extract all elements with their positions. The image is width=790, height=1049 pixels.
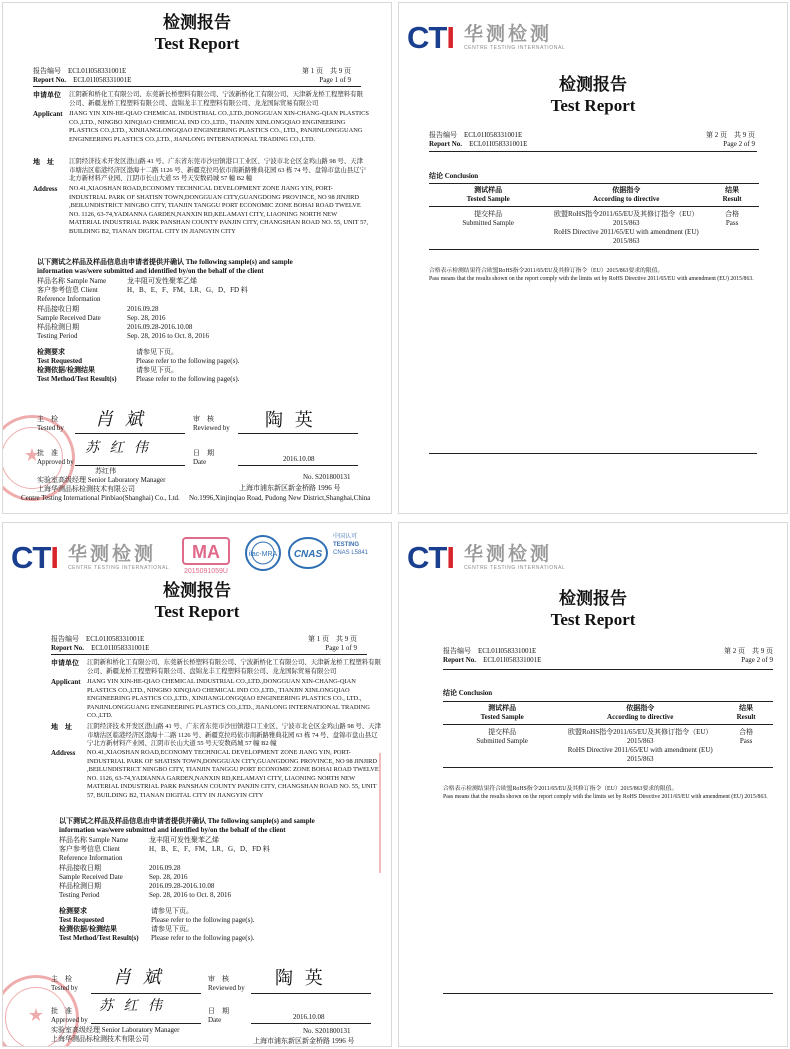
applicant-value-en: JIANG YIN XIN-HE-QIAO CHEMICAL INDUSTRIAL CO.,LTD.,DONGGUAN XIN-CHANG-QIAN PLASTICS CO.,LTD., NINGBO XINQIAO CHEMICAL IND CO.,LTD., TIANJIN XINLONGQIAO ENGINEERING PLASTICS CO.,LTD., XINJIANGLONGQIAO ENGINEERING PLASTICS CO., LTD., PANJINLONGGUANG ENGINEERING PLASTICS CO.,LTD., JIANLONG INTERNATIONAL TRADING CO.,LTD. bbox=[69, 110, 369, 143]
reviewed-label-zh: 审 核 bbox=[193, 415, 214, 423]
applicant-label-zh: 申请单位 bbox=[33, 91, 61, 99]
client-ref-label-en: Reference Information bbox=[59, 854, 123, 862]
approved-label-zh: 批 准 bbox=[37, 449, 58, 457]
conclusion-heading: 结论 Conclusion bbox=[429, 172, 479, 180]
report-title bbox=[399, 589, 787, 631]
reviewed-signature: 陶 英 bbox=[265, 410, 316, 431]
title-zh: 检测报告 bbox=[559, 589, 627, 609]
cti-wordmark: CTI bbox=[11, 540, 58, 575]
approver-title: 实验室高级经理 Senior Laboratory Manager bbox=[51, 1026, 180, 1034]
applicant-value-en: JIANG YIN XIN-HE-QIAO CHEMICAL INDUSTRIAL CO.,LTD.,DONGGUAN XIN-CHANG-QIAN PLASTICS CO.,LTD., NINGBO XINQIAO CHEMICAL IND CO.,LTD., TIANJIN XINLONGQIAO ENGINEERING PLASTICS CO.,LTD., XINJIANGLONGQIAO ENGINEERING PLASTICS CO., LTD., PANJINLONGGUANG ENGINEERING PLASTICS CO.,LTD., JIANLONG INTERNATIONAL TRADING CO.,LTD. bbox=[87, 678, 370, 720]
logo-zh: 华测检测 bbox=[463, 543, 552, 565]
date-label-en: Date bbox=[208, 1016, 222, 1024]
report-page-2-copy bbox=[398, 522, 788, 1047]
divider bbox=[51, 654, 367, 655]
title-zh: 检测报告 bbox=[559, 75, 627, 95]
sample-name-value: 龙丰阻可发性聚苯乙烯 bbox=[149, 836, 219, 844]
received-label-zh: 样品接收日期 bbox=[59, 864, 101, 872]
sample-name-value: 龙丰阻可发性聚苯乙烯 bbox=[127, 277, 197, 285]
col-result: 结果 Result bbox=[705, 184, 759, 207]
report-no-en: Report No. ECL01I058331001E bbox=[51, 644, 150, 652]
confirm-statement-zh: 以下测试之样品及样品信息由申请者提供并确认 The following sample(s) and sample bbox=[37, 258, 293, 266]
received-value-en: Sep. 28, 2016 bbox=[127, 314, 166, 322]
received-value-zh: 2016.09.28 bbox=[127, 305, 159, 313]
cnas-logo bbox=[287, 533, 329, 578]
received-value-zh: 2016.09.28 bbox=[149, 864, 181, 872]
client-ref-label: 客户参考信息 Client bbox=[59, 845, 120, 853]
report-no-en: Report No. ECL01I058331001E bbox=[33, 76, 132, 84]
applicant-label-en: Applicant bbox=[33, 110, 63, 118]
tested-line bbox=[91, 993, 201, 994]
cti-logo bbox=[407, 541, 565, 577]
confirm-statement-en: information was/were submitted and identified by/on the behalf of the client bbox=[59, 826, 286, 834]
cnas-testing-badge: 中国认可 TESTING CNAS L5841 bbox=[333, 533, 369, 556]
method-value-en: Please refer to the following page(s). bbox=[136, 375, 240, 383]
ilac-logo bbox=[243, 533, 283, 578]
report-no-en: Report No. ECL01I058331001E bbox=[429, 140, 528, 148]
approved-label-en: Approved by bbox=[51, 1016, 88, 1024]
reviewed-label-zh: 审 核 bbox=[208, 975, 229, 983]
method-label-zh: 检测依据/检测结果 bbox=[59, 925, 117, 933]
page-seal-edge bbox=[379, 753, 391, 873]
reviewed-line bbox=[238, 433, 358, 434]
tested-label-en: Tested by bbox=[37, 424, 64, 432]
cert-no: No. S201800131 bbox=[303, 1027, 351, 1035]
report-no-zh: 报告编号 ECL01I058331001E bbox=[443, 647, 537, 655]
lab-address-zh: 上海市浦东新区新金桥路 1996 号 bbox=[253, 1037, 355, 1045]
logo-en: CENTRE TESTING INTERNATIONAL bbox=[463, 45, 566, 51]
page-indicator-en: Page 2 of 9 bbox=[723, 140, 755, 148]
svg-text:2015091059U: 2015091059U bbox=[184, 568, 228, 575]
conclusion-table bbox=[429, 183, 759, 250]
sample-name-label: 样品名称 Sample Name bbox=[37, 277, 107, 285]
logo-en: CENTRE TESTING INTERNATIONAL bbox=[463, 565, 566, 571]
testing-label-zh: 样品检测日期 bbox=[59, 882, 101, 890]
pass-note-zh: 合格表示检测结果符合欧盟RoHS指令2011/65/EU及其修订指令（EU）2015/863要求的限值。 bbox=[443, 786, 678, 792]
address-value-zh: 江阴经济技术开发区澄山路 41 号、广东省东莞市沙田镇港口工业区、宁波市北仑区金鸡山路 98 号、天津市塘沽区临港经济区渤海十二路 1126 号、新疆克拉玛依市南新路雅典花园 63 栋 74 号、盘锦市盘山县辽宁北方新材料产业园、江阴市长山大道 55 号天安数码城 57 幢 B2 幢 bbox=[87, 723, 381, 748]
pass-note-en: Pass means that the results shown on the report comply with the limits set by RoHS Directive 2011/65/EU with amendment (EU) 2015/863. bbox=[429, 276, 754, 282]
test-req-value-en: Please refer to the following page(s). bbox=[151, 916, 255, 924]
date-label-en: Date bbox=[193, 458, 207, 466]
cell-result: 合格 Pass bbox=[705, 207, 759, 250]
client-ref-value: H、B、E、F、FM、LR、G、D、FD 料 bbox=[149, 845, 270, 853]
address-label-en: Address bbox=[51, 749, 76, 757]
lab-address-en: No.1996,Xinjinqiao Road, Pudong New District,Shanghai,China bbox=[189, 494, 371, 502]
col-tested-sample: 测试样品 Tested Sample bbox=[429, 184, 547, 207]
test-req-label-zh: 检测要求 bbox=[59, 907, 87, 915]
title-en: Test Report bbox=[154, 602, 240, 621]
applicant-label-en: Applicant bbox=[51, 678, 81, 686]
report-page-1-with-certs bbox=[2, 522, 392, 1047]
received-label-en: Sample Received Date bbox=[59, 873, 123, 881]
test-req-value-zh: 请参见下页。 bbox=[136, 348, 178, 356]
col-tested-sample: 测试样品 Tested Sample bbox=[443, 702, 561, 725]
logo-zh: 华测检测 bbox=[67, 543, 156, 565]
confirm-statement-en: information was/were submitted and identified by/on the behalf of the client bbox=[37, 267, 264, 275]
logo-en: CENTRE TESTING INTERNATIONAL bbox=[67, 565, 170, 571]
method-label-zh: 检测依据/检测结果 bbox=[37, 366, 95, 374]
date-value: 2016.10.08 bbox=[283, 455, 315, 463]
approved-signature: 苏 红 伟 bbox=[85, 440, 151, 456]
address-label-en: Address bbox=[33, 185, 58, 193]
test-req-label-en: Test Requested bbox=[37, 357, 83, 365]
report-title bbox=[399, 75, 787, 117]
company-zh: 上海华测品标检测技术有限公司 bbox=[37, 485, 135, 493]
received-label-zh: 样品接收日期 bbox=[37, 305, 79, 313]
date-label-zh: 日 期 bbox=[193, 449, 214, 457]
divider bbox=[429, 151, 757, 152]
reviewed-signature: 陶 英 bbox=[275, 968, 326, 989]
divider bbox=[443, 669, 773, 670]
applicant-value-zh: 江阴新和桥化工有限公司、东莞新长桥塑料有限公司、宁波新桥化工有限公司、天津新龙桥工程塑料有限公司、新疆龙桥工程塑料有限公司、盘锦龙丰工程塑料有限公司、龙龙国际贸易有限公司 bbox=[87, 659, 381, 675]
official-seal: ★ bbox=[2, 415, 75, 501]
confirm-statement-zh: 以下测试之样品及样品信息由申请者提供并确认 The following sample(s) and sample bbox=[59, 817, 315, 825]
testing-label-en: Testing Period bbox=[37, 332, 78, 340]
reviewed-label-en: Reviewed by bbox=[193, 424, 230, 432]
svg-text:MA: MA bbox=[192, 542, 220, 562]
report-title bbox=[3, 581, 391, 623]
testing-value-en: Sep. 28, 2016 to Oct. 8, 2016 bbox=[127, 332, 210, 340]
cma-logo bbox=[181, 535, 231, 580]
cell-directive: 欧盟RoHS指令2011/65/EU及其修订指令（EU）2015/863 RoHS Directive 2011/65/EU with amendment (EU) 2015/863 bbox=[547, 207, 705, 250]
cti-wordmark: CTI bbox=[407, 540, 454, 575]
report-no-zh: 报告编号 ECL01I058331001E bbox=[51, 635, 145, 643]
company-en: Centre Testing International Pinbiao(Shanghai) Co., Ltd. bbox=[21, 494, 180, 502]
tested-label-en: Tested by bbox=[51, 984, 78, 992]
pass-note-zh: 合格表示检测结果符合欧盟RoHS指令2011/65/EU及其修订指令（EU）2015/863要求的限值。 bbox=[429, 268, 664, 274]
test-req-label-zh: 检测要求 bbox=[37, 348, 65, 356]
divider bbox=[443, 993, 773, 994]
sample-name-label: 样品名称 Sample Name bbox=[59, 836, 129, 844]
page-indicator-en: Page 2 of 9 bbox=[741, 656, 773, 664]
col-result: 结果 Result bbox=[719, 702, 773, 725]
page-indicator-zh: 第 1 页 共 9 页 bbox=[302, 67, 351, 75]
report-no-zh: 报告编号 ECL01I058331001E bbox=[429, 131, 523, 139]
lab-address-zh: 上海市浦东新区新金桥路 1996 号 bbox=[239, 484, 341, 492]
reviewed-line bbox=[251, 993, 371, 994]
report-title bbox=[3, 13, 391, 55]
received-label-en: Sample Received Date bbox=[37, 314, 101, 322]
client-ref-label-en: Reference Information bbox=[37, 295, 101, 303]
test-req-value-zh: 请参见下页。 bbox=[151, 907, 193, 915]
pass-note-en: Pass means that the results shown on the report comply with the limits set by RoHS Directive 2011/65/EU with amendment (EU) 2015/863. bbox=[443, 794, 768, 800]
report-page-1 bbox=[2, 2, 392, 514]
testing-value-zh: 2016.09.28-2016.10.08 bbox=[149, 882, 215, 890]
page-indicator-zh: 第 2 页 共 9 页 bbox=[724, 647, 773, 655]
page-indicator-zh: 第 1 页 共 9 页 bbox=[308, 635, 357, 643]
address-label-zh: 地 址 bbox=[33, 158, 54, 166]
client-ref-value: H、B、E、F、FM、LR、G、D、FD 料 bbox=[127, 286, 248, 294]
testing-value-en: Sep. 28, 2016 to Oct. 8, 2016 bbox=[149, 891, 232, 899]
received-value-en: Sep. 28, 2016 bbox=[149, 873, 188, 881]
date-value: 2016.10.08 bbox=[293, 1013, 325, 1021]
test-req-value-en: Please refer to the following page(s). bbox=[136, 357, 240, 365]
date-line bbox=[251, 1023, 371, 1024]
cell-sample: 提交样品 Submitted Sample bbox=[443, 725, 561, 768]
approved-line bbox=[75, 465, 185, 466]
page-indicator-en: Page 1 of 9 bbox=[319, 76, 351, 84]
tested-signature: 肖 斌 bbox=[95, 409, 146, 430]
col-directive: 依据指令 According to directive bbox=[561, 702, 719, 725]
report-page-2 bbox=[398, 2, 788, 514]
company-zh: 上海华测品标检测技术有限公司 bbox=[51, 1035, 149, 1043]
approver-name: 苏红伟 bbox=[95, 467, 116, 475]
testing-value-zh: 2016.09.28-2016.10.08 bbox=[127, 323, 193, 331]
method-value-zh: 请参见下页。 bbox=[136, 366, 178, 374]
official-seal: ★ bbox=[2, 975, 79, 1047]
method-label-en: Test Method/Test Result(s) bbox=[59, 934, 139, 942]
divider bbox=[33, 86, 361, 87]
cell-sample: 提交样品 Submitted Sample bbox=[429, 207, 547, 250]
date-line bbox=[238, 465, 358, 466]
client-ref-label: 客户参考信息 Client bbox=[37, 286, 98, 294]
method-value-en: Please refer to the following page(s). bbox=[151, 934, 255, 942]
logo-zh: 华测检测 bbox=[463, 23, 552, 45]
approved-label-en: Approved by bbox=[37, 458, 74, 466]
address-value-en: NO.41,XIAOSHAN ROAD,ECONOMY TECHNICAL DEVELOPMENT ZONE JIANG YIN, PORT-INDUSTRIAL PARK OF SHATISN TOWN,DONGGUAN CITY,GUANGDONG PROVINCE, NO 98 JINJIRD ,BEILUNDISTRICT NINGBO CITY, TIANJIN TANGGU PORT ECONOMIC ZONE BOHAI ROAD TWELVE NO. 1126, 63-74,YADIANNA GARDEN,NANXIN RD,KELAMAYI CITY, LIAONING NORTH NEW MATERIAL INDUSTRIAL PARK PANSHAN COUNTY PANJIN CITY, CHANGSHAN ROAD NO. 55, UNIT 57, BUILDING B2, TIANAN DIGITAL CITY IN JIANGYIN CITY bbox=[69, 185, 369, 235]
address-label-zh: 地 址 bbox=[51, 723, 72, 731]
address-value-en: NO.41,XIAOSHAN ROAD,ECONOMY TECHNICAL DEVELOPMENT ZONE JIANG YIN, PORT-INDUSTRIAL PARK OF SHATISN TOWN,DONGGUAN CITY,GUANGDONG PROVINCE, NO 98 JINJIRD ,BEILUNDISTRICT NINGBO CITY, TIANJIN TANGGU PORT ECONOMIC ZONE BOHAI ROAD TWELVE NO. 1126, 63-74,YADIANNA GARDEN,NANXIN RD,KELAMAYI CITY, LIAONING NORTH NEW MATERIAL INDUSTRIAL PARK PANSHAN COUNTY PANJIN CITY, CHANGSHAN ROAD NO. 55, UNIT 57, BUILDING B2, TIANAN DIGITAL CITY IN JIANGYIN CITY bbox=[87, 749, 379, 799]
table-row bbox=[429, 207, 759, 250]
conclusion-table bbox=[443, 701, 773, 768]
test-req-label-en: Test Requested bbox=[59, 916, 105, 924]
title-en: Test Report bbox=[154, 34, 240, 53]
tested-label-zh: 主 检 bbox=[37, 415, 58, 423]
tested-line bbox=[75, 433, 185, 434]
cti-logo bbox=[407, 21, 565, 57]
tested-label-zh: 主 检 bbox=[51, 975, 72, 983]
method-label-en: Test Method/Test Result(s) bbox=[37, 375, 117, 383]
page-indicator-en: Page 1 of 9 bbox=[325, 644, 357, 652]
svg-text:CNAS: CNAS bbox=[293, 549, 323, 560]
title-zh: 检测报告 bbox=[163, 13, 231, 33]
report-no-en: Report No. ECL01I058331001E bbox=[443, 656, 542, 664]
approver-title: 实验室高级经理 Senior Laboratory Manager bbox=[37, 476, 166, 484]
applicant-label-zh: 申请单位 bbox=[51, 659, 79, 667]
approved-line bbox=[91, 1023, 201, 1024]
approved-signature: 苏 红 伟 bbox=[99, 998, 165, 1014]
date-label-zh: 日 期 bbox=[208, 1007, 229, 1015]
applicant-value-zh: 江阴新和桥化工有限公司、东莞新长桥塑料有限公司、宁波新桥化工有限公司、天津新龙桥工程塑料有限公司、新疆龙桥工程塑料有限公司、盘锦龙丰工程塑料有限公司、龙龙国际贸易有限公司 bbox=[69, 91, 363, 107]
svg-text:ilac-MRA: ilac-MRA bbox=[248, 551, 278, 558]
testing-label-en: Testing Period bbox=[59, 891, 100, 899]
cti-wordmark: CTI bbox=[407, 20, 454, 55]
cell-result: 合格 Pass bbox=[719, 725, 773, 768]
report-no-zh: 报告编号 ECL01I058331001E bbox=[33, 67, 127, 75]
reviewed-label-en: Reviewed by bbox=[208, 984, 245, 992]
title-zh: 检测报告 bbox=[163, 581, 231, 601]
address-value-zh: 江阴经济技术开发区澄山路 41 号、广东省东莞市沙田镇港口工业区、宁波市北仑区金鸡山路 98 号、天津市塘沽区临港经济区渤海十二路 1126 号、新疆克拉玛依市南新路雅典花园 63 栋 74 号、盘锦市盘山县辽宁北方新材料产业园、江阴市长山大道 55 号天安数码城 57 幢 B2 幢 bbox=[69, 158, 366, 183]
table-row bbox=[443, 725, 773, 768]
method-value-zh: 请参见下页。 bbox=[151, 925, 193, 933]
divider bbox=[429, 453, 757, 454]
cert-no: No. S201800131 bbox=[303, 473, 351, 481]
col-directive: 依据指令 According to directive bbox=[547, 184, 705, 207]
title-en: Test Report bbox=[550, 610, 636, 629]
cell-directive: 欧盟RoHS指令2011/65/EU及其修订指令（EU）2015/863 RoHS Directive 2011/65/EU with amendment (EU) 2015/863 bbox=[561, 725, 719, 768]
tested-signature: 肖 斌 bbox=[113, 967, 164, 988]
title-en: Test Report bbox=[550, 96, 636, 115]
cti-logo bbox=[11, 541, 169, 577]
approved-label-zh: 批 准 bbox=[51, 1007, 72, 1015]
conclusion-heading: 结论 Conclusion bbox=[443, 689, 493, 697]
page-indicator-zh: 第 2 页 共 9 页 bbox=[706, 131, 755, 139]
testing-label-zh: 样品检测日期 bbox=[37, 323, 79, 331]
